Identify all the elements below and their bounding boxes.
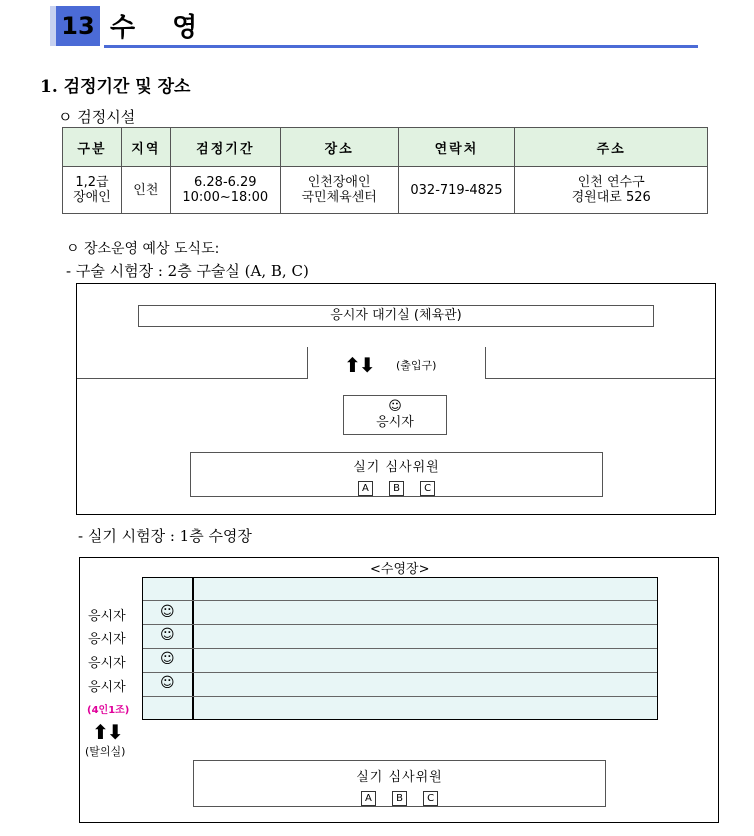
room-a: A bbox=[361, 791, 376, 806]
section-number: 13 bbox=[61, 12, 95, 40]
lane-line bbox=[143, 648, 657, 649]
room-b: B bbox=[389, 481, 404, 496]
category-line2: 장애인 bbox=[73, 190, 111, 205]
period-line2: 10:00~18:00 bbox=[182, 190, 269, 205]
room-c: C bbox=[420, 481, 435, 496]
col-header-address: 주소 bbox=[515, 128, 708, 167]
category-line1: 1,2급 bbox=[75, 175, 109, 190]
cell-place bbox=[280, 167, 398, 214]
testee-label: 응시자 bbox=[376, 415, 414, 430]
col-header-place: 장소 bbox=[280, 128, 398, 167]
cell-category bbox=[63, 167, 122, 214]
table-header-row bbox=[63, 128, 708, 167]
place-line2: 국민체육센터 bbox=[301, 190, 377, 205]
lane-line bbox=[143, 624, 657, 625]
col-header-period: 검정기간 bbox=[170, 128, 280, 167]
lane-line bbox=[143, 696, 657, 697]
lane-line bbox=[143, 672, 657, 673]
room-letters bbox=[194, 790, 605, 806]
practical-exam-label: - 실기 시험장 : 1층 수영장 bbox=[78, 527, 252, 545]
smiley-icon: ☺ bbox=[160, 627, 175, 643]
cell-address bbox=[515, 167, 708, 214]
entrance-label: (출입구) bbox=[396, 359, 437, 372]
testee-label: 응시자 bbox=[88, 680, 126, 695]
place-line1: 인천장애인 bbox=[307, 175, 371, 190]
layout-intro: ㅇ 장소운영 예상 도식도: bbox=[66, 241, 220, 257]
smiley-icon: ☺ bbox=[160, 651, 175, 667]
facility-label: ㅇ 검정시설 bbox=[58, 108, 136, 126]
cell-period bbox=[170, 167, 280, 214]
wall-right bbox=[486, 378, 715, 379]
cell-contact: 032-719-4825 bbox=[398, 167, 515, 214]
testee-box bbox=[343, 395, 447, 435]
waiting-room-box: 응시자 대기실 (체육관) bbox=[138, 305, 654, 327]
lane-line bbox=[143, 600, 657, 601]
judges-label: 실기 심사위원 bbox=[356, 770, 443, 785]
judges-label: 실기 심사위원 bbox=[353, 460, 440, 475]
smiley-icon: ☺ bbox=[160, 604, 175, 620]
cell-region: 인천 bbox=[121, 167, 170, 214]
col-header-contact: 연락처 bbox=[398, 128, 515, 167]
room-b: B bbox=[392, 791, 407, 806]
title-underline bbox=[104, 45, 698, 48]
locker-room-label: (탈의실) bbox=[85, 745, 126, 758]
group-note: (4인1조) bbox=[87, 705, 130, 716]
section-heading: 1. 검정기간 및 장소 bbox=[40, 77, 191, 97]
pool-title: <수영장> bbox=[370, 562, 430, 577]
door-frame-right bbox=[485, 347, 486, 379]
exam-info-table bbox=[62, 127, 708, 214]
room-a: A bbox=[358, 481, 373, 496]
room-c: C bbox=[423, 791, 438, 806]
wall-left bbox=[77, 378, 307, 379]
table-row bbox=[63, 167, 708, 214]
judges-box bbox=[193, 760, 606, 807]
oral-exam-label: - 구술 시험장 : 2층 구술실 (A, B, C) bbox=[66, 262, 309, 280]
address-line1: 인천 연수구 bbox=[577, 175, 645, 190]
col-header-region: 지역 bbox=[121, 128, 170, 167]
period-line1: 6.28-6.29 bbox=[194, 175, 257, 190]
smiley-icon: ☺ bbox=[388, 399, 402, 414]
testee-label: 응시자 bbox=[88, 632, 126, 647]
address-line2: 경원대로 526 bbox=[571, 190, 651, 205]
room-letters bbox=[191, 480, 602, 496]
smiley-icon: ☺ bbox=[160, 675, 175, 691]
col-header-category: 구분 bbox=[63, 128, 122, 167]
up-down-arrow-icon: ⬆⬇ bbox=[344, 353, 374, 377]
up-down-arrow-icon: ⬆⬇ bbox=[92, 720, 122, 744]
judges-box bbox=[190, 452, 603, 497]
testee-label: 응시자 bbox=[88, 609, 126, 624]
testee-label: 응시자 bbox=[88, 656, 126, 671]
page-title: 수 영 bbox=[110, 13, 212, 43]
section-number-badge bbox=[50, 6, 100, 46]
door-frame-left bbox=[307, 347, 308, 379]
